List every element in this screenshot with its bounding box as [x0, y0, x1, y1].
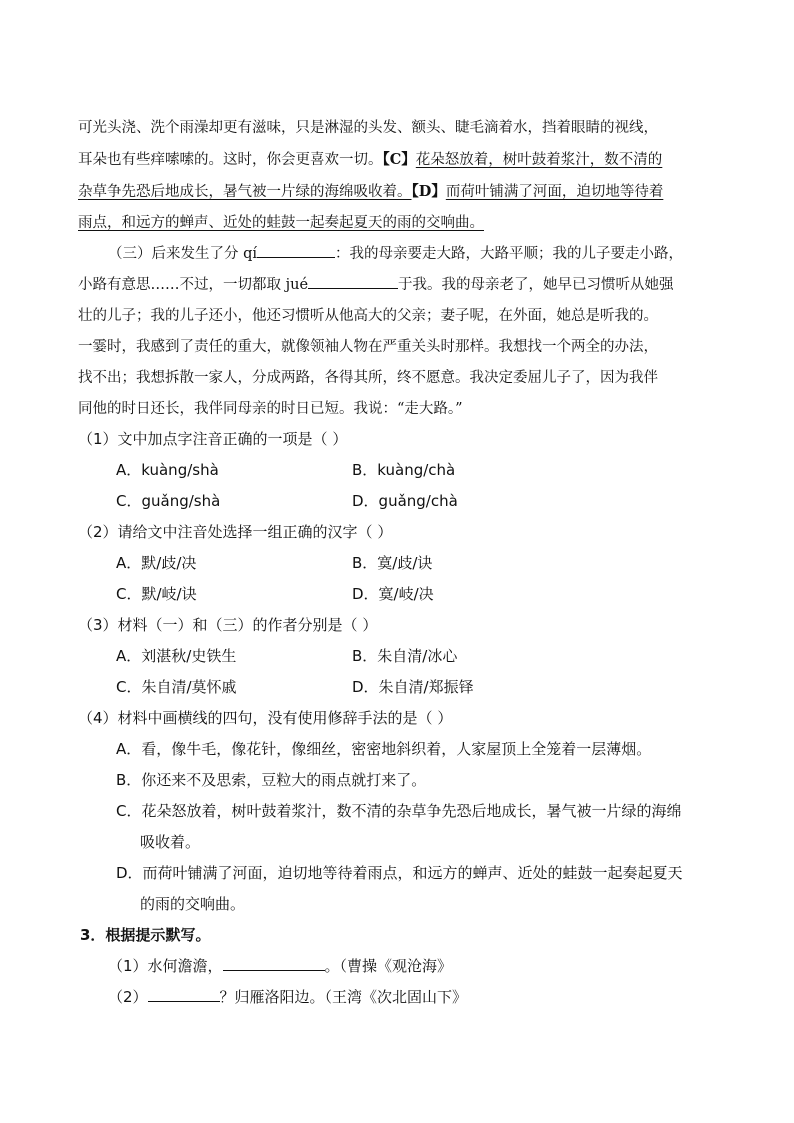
- option-b[interactable]: B．朱自清/冰心: [352, 647, 458, 665]
- underlined-sentence-d: 而荷叶铺满了河面，迫切地等待着: [445, 184, 664, 200]
- marker-c: 【C】: [382, 151, 416, 168]
- passage-line: 可光头浇、洗个雨澡却更有滋味，只是淋湿的头发、额头、睫毛滴着水，挡着眼睛的视线，: [78, 120, 658, 136]
- passage-text: 于我。我的母亲老了，她早已习惯听从她强: [398, 277, 674, 293]
- dictation-item: [108, 986, 467, 1007]
- fill-blank[interactable]: [148, 987, 220, 1002]
- passage-line: [78, 148, 662, 169]
- fill-blank[interactable]: [257, 243, 335, 258]
- fill-blank[interactable]: [308, 274, 398, 289]
- passage-line: 同他的时日还长，我伴同母亲的时日已短。我说：“走大路。”: [78, 401, 463, 417]
- dictation-text: （2）: [108, 988, 148, 1006]
- question-stem: （4）材料中画横线的四句，没有使用修辞手法的是（ ）: [78, 709, 453, 727]
- passage-line: [78, 273, 674, 294]
- dictation-text: 。（曹操《观沧海》: [324, 957, 453, 975]
- passage-line: [78, 211, 484, 232]
- dictation-text: （1）水何澹澹，: [108, 957, 223, 975]
- passage-text: （三）后来发生了分 qí: [108, 246, 258, 262]
- option-d[interactable]: D．guǎng/chà: [352, 492, 458, 510]
- option-d[interactable]: D．朱自清/郑振铎: [352, 678, 474, 696]
- passage-text: ：我的母亲要走大路，大路平顺；我的儿子要走小路，: [335, 246, 684, 262]
- option-b[interactable]: B．kuàng/chà: [352, 461, 456, 479]
- option-c[interactable]: C．朱自清/莫怀戚: [116, 678, 237, 696]
- underlined-sentence-c: 花朵怒放着，树叶鼓着浆汁，数不清的: [415, 152, 663, 168]
- option-a[interactable]: A．默/歧/决: [116, 554, 197, 572]
- underlined-sentence-c: 杂草争先恐后地成长，暑气被一片绿的海绵吸收着。: [78, 184, 412, 200]
- dictation-item: [108, 955, 452, 976]
- option-d-continued: 的雨的交响曲。: [140, 895, 246, 913]
- option-d[interactable]: D．而荷叶铺满了河面，迫切地等待着雨点，和远方的蝉声、近处的蛙鼓一起奏起夏天: [116, 864, 683, 882]
- option-b[interactable]: B．你还来不及思索，豆粒大的雨点就打来了。: [116, 771, 427, 789]
- option-c[interactable]: C．花朵怒放着，树叶鼓着浆汁，数不清的杂草争先恐后地成长，暑气被一片绿的海绵: [116, 802, 682, 820]
- question-stem: （2）请给文中注音处选择一组正确的汉字（ ）: [78, 523, 393, 541]
- dictation-text: ？归雁洛阳边。（王湾《次北固山下》: [219, 988, 468, 1006]
- option-a[interactable]: A．刘湛秋/史铁生: [116, 647, 237, 665]
- section-title: 3．根据提示默写。: [80, 926, 211, 944]
- option-c[interactable]: C．默/岐/诀: [116, 585, 197, 603]
- passage-line: [78, 180, 663, 201]
- passage-line: 找不出；我想拆散一家人，分成两路，各得其所，终不愿意。我决定委屈儿子了，因为我伴: [78, 370, 658, 386]
- passage-text: 耳朵也有些痒嗦嗦的。这时，你会更喜欢一切。: [78, 152, 383, 168]
- option-a[interactable]: A．看，像牛毛，像花针，像细丝，密密地斜织着，人家屋顶上全笼着一层薄烟。: [116, 740, 652, 758]
- option-a[interactable]: A．kuàng/shà: [116, 461, 219, 479]
- fill-blank[interactable]: [223, 956, 325, 971]
- option-d[interactable]: D．寞/岐/决: [352, 585, 434, 603]
- question-stem: （3）材料（一）和（三）的作者分别是（ ）: [78, 616, 378, 634]
- passage-line: [108, 242, 683, 263]
- option-c-continued: 吸收着。: [140, 833, 201, 851]
- passage-line: 一霎时，我感到了责任的重大，就像领袖人物在严重关头时那样。我想找一个两全的办法，: [78, 339, 658, 355]
- marker-d: 【D】: [411, 183, 446, 200]
- passage-text: 小路有意思……不过，一切都取 jué: [78, 277, 309, 293]
- option-b[interactable]: B．寞/歧/诀: [352, 554, 433, 572]
- option-c[interactable]: C．guǎng/shà: [116, 492, 221, 510]
- underlined-sentence-d: 雨点，和远方的蝉声、近处的蛙鼓一起奏起夏天的雨的交响曲。: [78, 215, 484, 231]
- passage-line: 壮的儿子；我的儿子还小，他还习惯听从他高大的父亲；妻子呢，在外面，她总是听我的。: [78, 308, 658, 324]
- question-stem: （1）文中加点字注音正确的一项是（ ）: [78, 430, 348, 448]
